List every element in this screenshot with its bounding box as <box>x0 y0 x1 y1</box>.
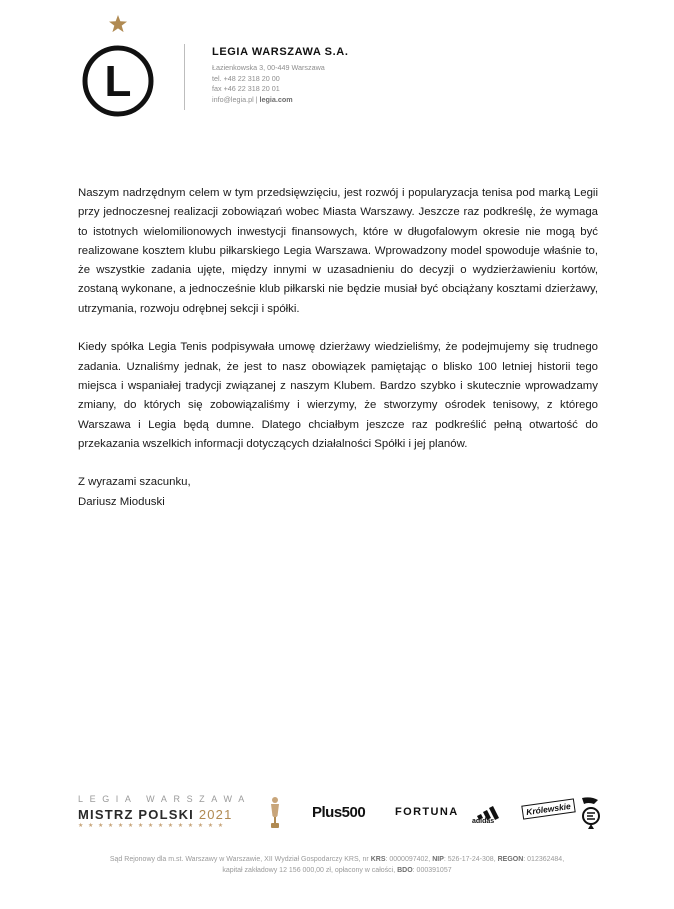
closing-text: Z wyrazami szacunku, <box>78 476 191 489</box>
company-web-line <box>212 95 348 106</box>
legal-line-2 <box>0 866 674 877</box>
legal-nip-label: NIP <box>432 856 444 863</box>
champion-title <box>78 807 233 822</box>
company-address: Łazienkowska 3, 00-449 Warszawa <box>212 63 325 72</box>
crest-icon <box>82 45 154 117</box>
champion-club-name: LEGIA WARSZAWA <box>78 794 251 804</box>
legal-krs-label: KRS <box>370 856 386 863</box>
sponsor-adidas-logo: adidas <box>472 818 495 825</box>
champion-main: MISTRZ POLSKI <box>78 807 194 822</box>
company-email[interactable]: info@legia.pl <box>212 94 254 104</box>
sponsor-plus500-logo: Plus500 <box>312 804 366 821</box>
star-icon <box>109 15 127 33</box>
footer-logos <box>78 794 618 834</box>
trophy-icon <box>268 796 282 830</box>
legal-regon-value: : 012362484, <box>523 856 565 863</box>
sponsor-krolewskie-logo: Królewskie <box>521 798 575 819</box>
header-contact-block <box>212 46 348 105</box>
legal-line-1 <box>0 855 674 866</box>
letter-paragraph-2: Kiedy spółka Legia Tenis podpisywała umowę dzierżawy wiedzieliśmy, że podejmujemy się trudnego zadania. Uznaliśmy jednak, że jest to nasz obowiązek pamiętając o blisko 100 letniej historii tego miejsca i wspaniałej tradycji związanej z naszym Klubem. Bardzo szybko i skutecznie wprowadzamy zmiany, do których się zobowiązaliśmy i wierzymy, że stworzymy ośrodek tenisowy, z którego Warszawa i Legia będą dumne. Dlatego chciałbym jeszcze raz podkreślić pełną otwartość do przekazania wszelkich informacji dotyczących działalności Spółki i jej planów. <box>78 341 598 450</box>
legal-nip-value: : 526-17-24-308, <box>443 856 496 863</box>
letter-body <box>78 184 598 512</box>
header-divider <box>184 44 185 110</box>
legal-krs-value: : 0000097402, <box>385 856 431 863</box>
legal-capital: kapitał zakładowy 12 156 000,00 zł, opłacony w całości, <box>222 866 396 874</box>
champion-stars: ★★★★★★★★★★★★★★★ <box>78 823 228 829</box>
legal-bdo-value: : 000391057 <box>412 866 452 874</box>
letter-paragraph-1: Naszym nadrzędnym celem w tym przedsięwzięciu, jest rozwój i popularyzacja tenisa pod marką Legii przy jednoczesnej realizacji zobowiązań wobec Miasta Warszawy. Jeszcze raz podkreślę, że wymaga to istotnych wielomilionowych inwestycji finansowych, które w długofalowym okresie nie mogą być realizowane kosztem klubu piłkarskiego Legia Warszawa. Wprowadzony model spowoduje właśnie to, że wszystkie zadania ujęte, między innymi w uzasadnieniu do decyzji o wydzierżawieniu kortów, zostaną wykonane, a jednocześnie klub piłkarski nie będzie musiał być obciążany kosztami dzierżawy, utrzymania, rozwoju odrębnej sekcji i spółki. <box>78 187 598 315</box>
ekstraklasa-icon <box>578 796 604 830</box>
company-website[interactable]: legia.com <box>259 94 293 104</box>
company-fax: fax +46 22 318 20 01 <box>212 84 280 94</box>
champion-year: 2021 <box>198 807 233 822</box>
legal-court: Sąd Rejonowy dla m.st. Warszawy w Warszawie, XII Wydział Gospodarczy KRS, nr <box>109 856 369 863</box>
legal-footer <box>0 855 674 876</box>
sponsor-fortuna-logo: FORTUNA <box>395 806 459 818</box>
legia-logo <box>82 15 154 115</box>
legal-regon-label: REGON <box>497 856 524 863</box>
company-name: LEGIA WARSZAWA S.A. <box>212 46 349 58</box>
legal-bdo-label: BDO <box>397 866 413 874</box>
logo-letter: L <box>104 57 132 106</box>
signature-name: Dariusz Mioduski <box>78 495 165 508</box>
letter-signoff <box>78 473 598 512</box>
company-tel: tel. +48 22 318 20 00 <box>212 73 280 83</box>
contact-separator: | <box>255 94 258 104</box>
